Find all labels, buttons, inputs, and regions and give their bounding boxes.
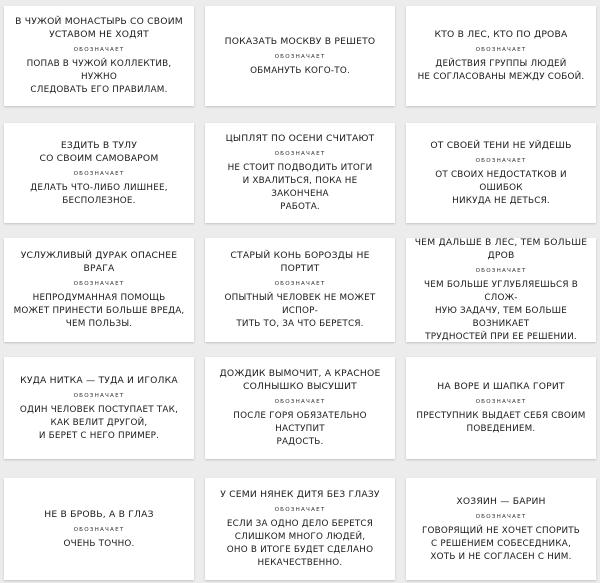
card-means-label: ОБОЗНАЧАЕТ <box>73 526 125 533</box>
card-4 <box>4 123 194 223</box>
card-meaning: ПОСЛЕ ГОРЯ ОБЯЗАТЕЛЬНО НАСТУПИТ РАДОСТЬ. <box>233 411 367 447</box>
card-phrase: КТО В ЛЕС, КТО ПО ДРОВА <box>434 29 568 40</box>
card-meaning: ОПЫТНЫЙ ЧЕЛОВЕК НЕ МОЖЕТ ИСПОР- ТИТЬ ТО, ЗА ЧТО БЕРЕТСЯ. <box>224 293 376 329</box>
card-6 <box>406 123 596 223</box>
card-means-label: ОБОЗНАЧАЕТ <box>274 399 326 405</box>
card-means-label: ОБОЗНАЧАЕТ <box>73 47 125 53</box>
card-phrase: ЧЕМ ДАЛЬШЕ В ЛЕС, ТЕМ БОЛЬШЕ ДРОВ <box>414 237 588 261</box>
card-phrase: УСЛУЖЛИВЫЙ ДУРАК ОПАСНЕЕ ВРАГА <box>20 250 178 274</box>
card-meaning: ЧЕМ БОЛЬШЕ УГЛУБЛЯЕШЬСЯ В СЛОЖ- НУЮ ЗАДАЧУ, ТЕМ БОЛЬШЕ ВОЗНИКАЕТ ТРУДНОСТЕЙ ПРИ ЕЕ РЕШЕНИИ. <box>424 280 578 342</box>
card-8 <box>205 238 395 342</box>
card-10 <box>4 357 194 459</box>
card-12 <box>406 357 596 459</box>
card-phrase: ХОЗЯИН — БАРИН <box>456 495 546 507</box>
card-meaning: ГОВОРЯЩИЙ НЕ ХОЧЕТ СПОРИТЬ С РЕШЕНИЕМ СОБЕСЕДНИКА, ХОТЬ И НЕ СОГЛАСЕН С НИМ. <box>421 525 581 562</box>
card-means-label: ОБОЗНАЧАЕТ <box>475 513 527 520</box>
card-means-label: ОБОЗНАЧАЕТ <box>73 281 125 287</box>
card-meaning: ДЕЛАТЬ ЧТО-ЛИБО ЛИШНЕЕ, БЕСПОЛЕЗНОЕ. <box>30 182 168 206</box>
card-meaning: ПОПАВ В ЧУЖОЙ КОЛЛЕКТИВ, НУЖНО СЛЕДОВАТЬ ЕГО ПРАВИЛАМ. <box>26 59 172 95</box>
card-means-label: ОБОЗНАЧАЕТ <box>475 47 527 53</box>
card-1 <box>4 6 194 106</box>
card-means-label: ОБОЗНАЧАЕТ <box>73 170 125 177</box>
card-means-label: ОБОЗНАЧАЕТ <box>274 507 326 513</box>
card-phrase: СТАРЫЙ КОНЬ БОРОЗДЫ НЕ ПОРТИТ <box>230 250 370 274</box>
card-meaning: НЕ СТОИТ ПОДВОДИТЬ ИТОГИ И ХВАЛИТЬСЯ, ПОКА НЕ ЗАКОНЧЕНА РАБОТА. <box>227 163 373 212</box>
card-means-label: ОБОЗНАЧАЕТ <box>274 281 326 287</box>
card-meaning: ОБМАНУТЬ КОГО-ТО. <box>250 65 350 76</box>
card-5 <box>205 123 395 223</box>
card-meaning: ОТ СВОИХ НЕДОСТАТКОВ И ОШИБОК НИКУДА НЕ ДЕТЬСЯ. <box>435 169 567 206</box>
card-phrase: У СЕМИ НЯНЕК ДИТЯ БЕЗ ГЛАЗУ <box>220 489 380 500</box>
card-13 <box>4 478 194 580</box>
card-11 <box>205 357 395 459</box>
card-2 <box>205 6 395 106</box>
card-phrase: КУДА НИТКА — ТУДА И ИГОЛКА <box>20 374 178 386</box>
card-3 <box>406 6 596 106</box>
card-7 <box>4 238 194 342</box>
card-phrase: ПОКАЗАТЬ МОСКВУ В РЕШЕТО <box>224 35 376 47</box>
card-14 <box>205 478 395 580</box>
card-means-label: ОБОЗНАЧАЕТ <box>274 53 326 60</box>
card-meaning: ОДИН ЧЕЛОВЕК ПОСТУПАЕТ ТАК, КАК ВЕЛИТ ДРУГОЙ, И БЕРЕТ С НЕГО ПРИМЕР. <box>19 404 179 441</box>
card-phrase: ЦЫПЛЯТ ПО ОСЕНИ СЧИТАЮТ <box>225 133 375 144</box>
card-phrase: ОТ СВОЕЙ ТЕНИ НЕ УЙДЕШЬ <box>430 139 572 151</box>
card-means-label: ОБОЗНАЧАЕТ <box>475 399 527 405</box>
card-means-label: ОБОЗНАЧАЕТ <box>274 151 326 157</box>
card-phrase: ДОЖДИК ВЫМОЧИТ, А КРАСНОЕ СОЛНЫШКО ВЫСУШИТ <box>219 368 381 392</box>
card-means-label: ОБОЗНАЧАЕТ <box>475 157 527 164</box>
card-phrase: НЕ В БРОВЬ, А В ГЛАЗ <box>44 508 154 520</box>
card-phrase: В ЧУЖОЙ МОНАСТЫРЬ СО СВОИМ УСТАВОМ НЕ ХОДЯТ <box>15 16 183 40</box>
card-meaning: ЕСЛИ ЗА ОДНО ДЕЛО БЕРЕТСЯ СЛИШКОМ МНОГО ЛЮДЕЙ, ОНО В ИТОГЕ БУДЕТ СДЕЛАНО НЕКАЧЕСТВЕННО. <box>226 519 374 568</box>
card-meaning: ДЕЙСТВИЯ ГРУППЫ ЛЮДЕЙ НЕ СОГЛАСОВАНЫ МЕЖДУ СОБОЙ. <box>417 59 585 82</box>
card-meaning: ОЧЕНЬ ТОЧНО. <box>63 538 135 549</box>
card-meaning: ПРЕСТУПНИК ВЫДАЕТ СЕБЯ СВОИМ ПОВЕДЕНИЕМ. <box>416 411 586 434</box>
card-9 <box>406 238 596 342</box>
card-means-label: ОБОЗНАЧАЕТ <box>475 268 527 274</box>
card-phrase: ЕЗДИТЬ В ТУЛУ СО СВОИМ САМОВАРОМ <box>39 139 159 164</box>
card-means-label: ОБОЗНАЧАЕТ <box>73 392 125 399</box>
card-15 <box>406 478 596 580</box>
card-phrase: НА ВОРЕ И ШАПКА ГОРИТ <box>437 381 565 392</box>
card-meaning: НЕПРОДУМАННАЯ ПОМОЩЬ МОЖЕТ ПРИНЕСТИ БОЛЬШЕ ВРЕДА, ЧЕМ ПОЛЬЗЫ. <box>13 293 185 329</box>
